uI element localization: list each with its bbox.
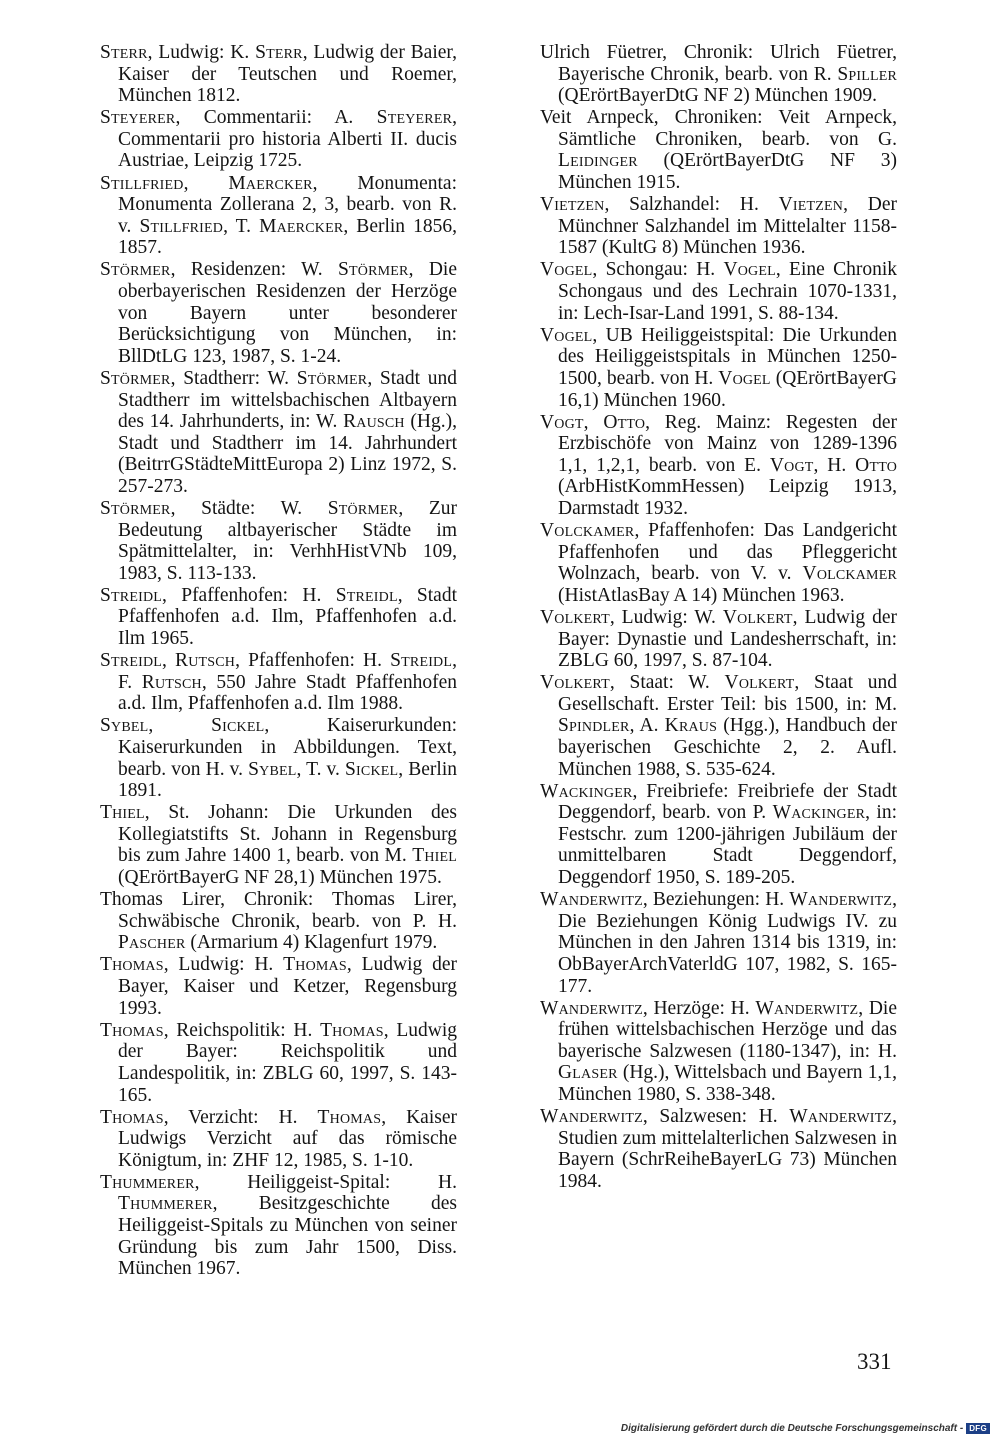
digitization-footer bbox=[621, 1421, 990, 1435]
bibliography-entry: Volckamer, Pfaffenhofen: Das Landgericht Pfaffenhofen und das Pfleggericht Wolnzach, bearb. von V. v. Volckamer (HistAtlasBay A 14) München 1963. bbox=[540, 520, 897, 606]
bibliography-entry: Vogel, Schongau: H. Vogel, Eine Chronik Schongaus und des Lechrain 1070-1331, in: Lech-Isar-Land 1991, S. 88-134. bbox=[540, 259, 898, 324]
bibliography-entry: Volkert, Ludwig: W. Volkert, Ludwig der Bayer: Dynastie und Landesherrschaft, in: ZBLG 60, 1997, S. 87-104. bbox=[540, 606, 898, 672]
bibliography-entry: Sybel, Sickel, Kaiserurkunden: Kaiserurkunden in Abbildungen. Text, bearb. von H. v. Sybel, T. v. Sickel, Berlin 1891. bbox=[100, 715, 457, 802]
bibliography-entry: Thomas, Ludwig: H. Thomas, Ludwig der Bayer, Kaiser und Ketzer, Regensburg 1993. bbox=[100, 954, 458, 1019]
page-number: 331 bbox=[857, 1349, 892, 1374]
dfg-logo-icon: DFG bbox=[966, 1423, 990, 1434]
bibliography-entry: Störmer, Residenzen: W. Störmer, Die oberbayerischen Residenzen der Herzöge von Bayern unter besonderer Berücksichtigung von München, in: BllDtLG 123, 1987, S. 1-24. bbox=[100, 259, 457, 367]
bibliography-entry: Wanderwitz, Beziehungen: H. Wanderwitz, Die Beziehungen König Ludwigs IV. zu München in den Jahren 1314 bis 1319, in: ObBayerArchVaterldG 107, 1982, S. 165-177. bbox=[540, 889, 897, 997]
bibliography-entry: Thomas, Reichspolitik: H. Thomas, Ludwig der Bayer: Reichspolitik und Landespolitik, in: ZBLG 60, 1997, S. 143-165. bbox=[100, 1019, 457, 1106]
bibliography-entry: Streidl, Rutsch, Pfaffenhofen: H. Streidl, F. Rutsch, 550 Jahre Stadt Pfaffenhofen a.d. Ilm, Pfaffenhofen a.d. Ilm 1988. bbox=[100, 650, 457, 715]
footer-text: Digitalisierung gefördert durch die Deutsche Forschungsgemeinschaft - bbox=[620, 1422, 964, 1434]
bibliography-entry: Vogt, Otto, Reg. Mainz: Regesten der Erzbischöfe von Mainz von 1289-1396 1,1, 1,2,1, bearb. von E. Vogt, H. Otto (ArbHistKommHessen) Leipzig 1913, Darmstadt 1932. bbox=[540, 411, 898, 519]
bibliography-entry: Thomas, Verzicht: H. Thomas, Kaiser Ludwigs Verzicht auf das römische Königtum, in: ZHF 12, 1985, S. 1-10. bbox=[100, 1106, 457, 1171]
left-column bbox=[100, 42, 457, 1280]
bibliography-entry: Thiel, St. Johann: Die Urkunden des Kollegiatstifts St. Johann in Regensburg bis zum Jahre 1400 1, bearb. von M. Thiel (QErörtBayerG NF 28,1) München 1975. bbox=[100, 802, 457, 889]
bibliography-entry: Störmer, Städte: W. Störmer, Zur Bedeutung altbayerischer Städte im Spätmittelalter, in: VerhhHistVNb 109, 1983, S. 113-133. bbox=[100, 497, 458, 584]
bibliography-entry: Störmer, Stadtherr: W. Störmer, Stadt und Stadtherr im wittelsbachischen Altbayern des 14. Jahrhunderts, in: W. Rausch (Hg.), Stadt und Stadtherr im 14. Jahrhundert (BeitrrGStädteMittEuropa 2) Linz 1972, S. 257-273. bbox=[100, 367, 457, 497]
bibliography-entry: Steyerer, Commentarii: A. Steyerer, Commentarii pro historia Alberti II. ducis Austriae, Leipzig 1725. bbox=[100, 107, 457, 172]
bibliography-entry: Veit Arnpeck, Chroniken: Veit Arnpeck, Sämtliche Chroniken, bearb. von G. Leidinger (QErörtBayerDtG NF 3) München 1915. bbox=[540, 107, 897, 194]
bibliography-entry: Sterr, Ludwig: K. Sterr, Ludwig der Baier, Kaiser der Teutschen und Roemer, München 1812. bbox=[100, 42, 457, 107]
bibliography-entry: Wanderwitz, Herzöge: H. Wanderwitz, Die frühen wittelsbachischen Herzöge und das bayerische Salzwesen (1180-1347), in: H. Glaser (Hg.), Wittelsbach und Bayern 1,1, München 1980, S. 338-348. bbox=[540, 997, 897, 1105]
bibliography-entry: Thomas Lirer, Chronik: Thomas Lirer, Schwäbische Chronik, bearb. von P. H. Pascher (Armarium 4) Klagenfurt 1979. bbox=[100, 889, 457, 954]
bibliography-entry: Thummerer, Heiliggeist-Spital: H. Thummerer, Besitzgeschichte des Heiliggeist-Spitals zu München von seiner Gründung bis zum Jahr 1500, Diss. München 1967. bbox=[100, 1171, 457, 1280]
bibliography-entry: Stillfried, Maercker, Monumenta: Monumenta Zollerana 2, 3, bearb. von R. v. Stillfried, T. Maercker, Berlin 1856, 1857. bbox=[100, 172, 457, 259]
bibliography-entry: Ulrich Füetrer, Chronik: Ulrich Füetrer, Bayerische Chronik, bearb. von R. Spiller (QErörtBayerDtG NF 2) München 1909. bbox=[540, 42, 897, 107]
bibliography-entry: Vogel, UB Heiliggeistspital: Die Urkunden des Heiliggeistspitals in München 1250-1500, bearb. von H. Vogel (QErörtBayerG 16,1) München 1960. bbox=[540, 324, 897, 411]
bibliography-entry: Volkert, Staat: W. Volkert, Staat und Gesellschaft. Erster Teil: bis 1500, in: M. Spindler, A. Kraus (Hgg.), Handbuch der bayerischen Geschichte 2, 2. Aufl. München 1988, S. 535-624. bbox=[540, 672, 897, 780]
bibliography-entry: Vietzen, Salzhandel: H. Vietzen, Der Münchner Salzhandel im Mittelalter 1158-1587 (KultG 8) München 1936. bbox=[540, 194, 897, 259]
bibliography-entry: Wanderwitz, Salzwesen: H. Wanderwitz, Studien zum mittelalterlichen Salzwesen in Bayern (SchrReiheBayerLG 73) München 1984. bbox=[540, 1106, 897, 1192]
bibliography-entry: Streidl, Pfaffenhofen: H. Streidl, Stadt Pfaffenhofen a.d. Ilm, Pfaffenhofen a.d. Ilm 1965. bbox=[100, 584, 457, 650]
right-column bbox=[540, 42, 897, 1193]
bibliography-entry: Wackinger, Freibriefe: Freibriefe der Stadt Deggendorf, bearb. von P. Wackinger, in: Festschr. zum 1200-jährigen Jubiläum der unmittelbaren Stadt Deggendorf, Deggendorf 1950, S. 189-205. bbox=[540, 780, 897, 889]
